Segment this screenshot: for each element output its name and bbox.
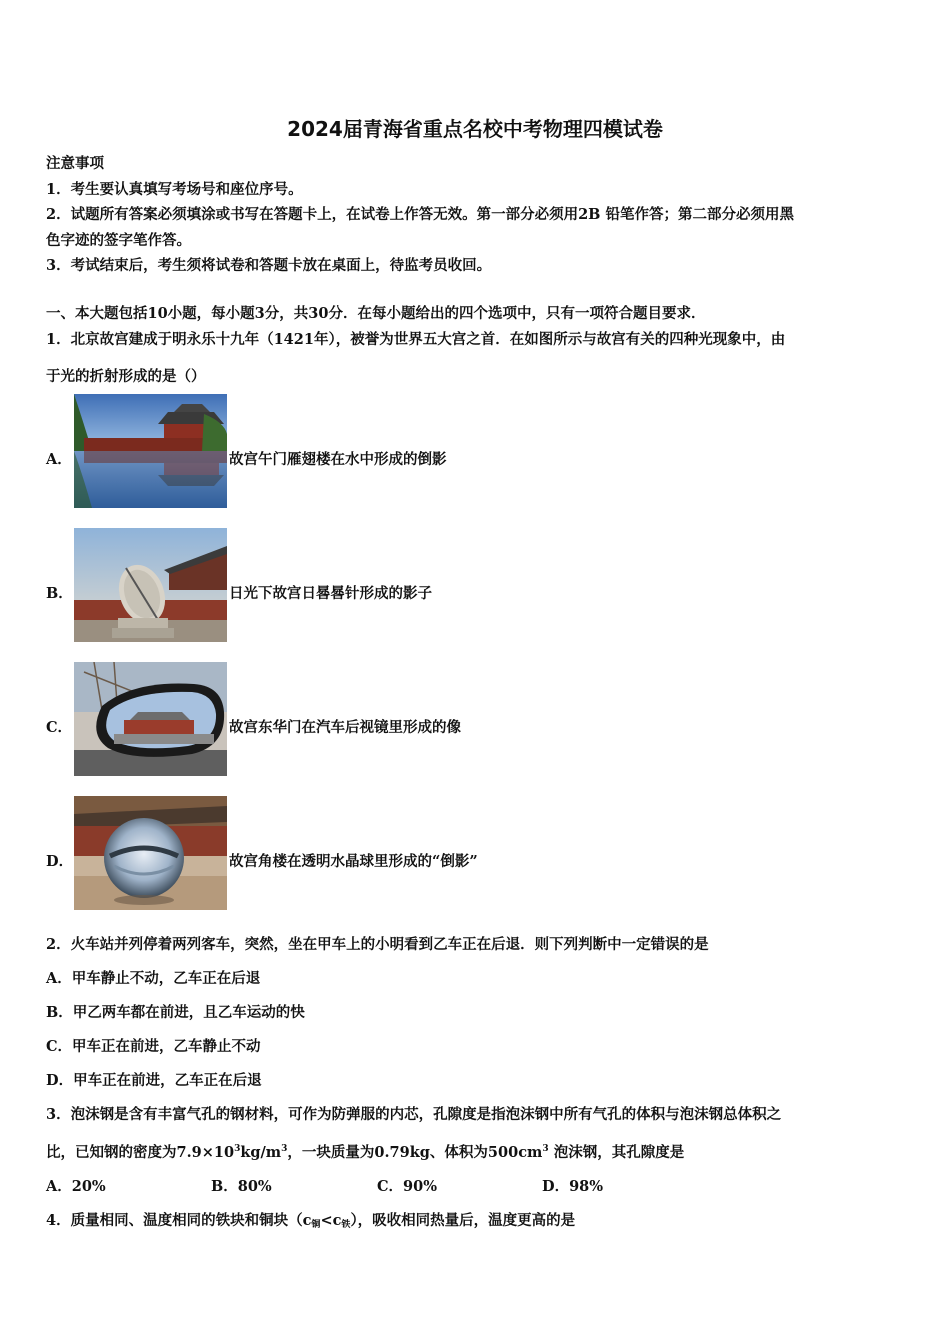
q1-option-d-text: 故宫角楼在透明水晶球里形成的“倒影” xyxy=(229,853,478,870)
q1-option-a-text: 故宫午门雁翅楼在水中形成的倒影 xyxy=(229,451,447,468)
notice-heading: 注意事项 xyxy=(46,155,104,172)
q3-stem-line1: 3．泡沫钢是含有丰富气孔的钢材料，可作为防弹服的内芯，孔隙度是指泡沫钢中所有气孔的体积与泡沫钢总体积之 xyxy=(46,1106,782,1123)
q2-option-c: C．甲车正在前进，乙车静止不动 xyxy=(46,1038,261,1055)
q1-option-a-letter: A． xyxy=(46,451,72,468)
q3-option-b: B．80% xyxy=(211,1178,272,1195)
q2-option-d: D．甲车正在前进，乙车正在后退 xyxy=(46,1072,262,1089)
q1-option-b-letter: B． xyxy=(46,585,73,602)
image-a-wumen-reflection xyxy=(74,394,227,508)
q4-stem: 4．质量相同、温度相同的铁块和铜块$(c_铜<c_铁)$，吸收相同热量后，温度更高的是 xyxy=(46,1212,576,1230)
notice-item-1: 1．考生要认真填写考场号和座位序号。 xyxy=(46,181,303,198)
q1-option-c-letter: C． xyxy=(46,719,73,736)
q2-stem: 2．火车站并列停着两列客车，突然，坐在甲车上的小明看到乙车正在后退．则下列判断中一定错误的是 xyxy=(46,936,709,953)
image-c-rearview-mirror xyxy=(74,662,227,776)
image-b-sundial xyxy=(74,528,227,642)
q2-option-a: A．甲车静止不动，乙车正在后退 xyxy=(46,970,261,987)
page-title: 2024届青海省重点名校中考物理四模试卷 xyxy=(287,117,663,141)
q1-option-d-letter: D． xyxy=(46,853,74,870)
notice-item-3: 3．考试结束后，考生须将试卷和答题卡放在桌面上，待监考员收回。 xyxy=(46,257,492,274)
q3-stem-line2: 比，已知钢的密度为$7.9\times 10^3kg/m^3$，一块质量为0.79kg、体积为$500cm^3$ 泡沫钢，其孔隙度是 xyxy=(46,1144,685,1161)
q1-stem-line1: 1．北京故宫建成于明永乐十九年（1421年），被誉为世界五大宫之首．在如图所示与故宫有关的四种光现象中，由 xyxy=(46,331,786,348)
notice-item-2: 2．试题所有答案必须填涂或书写在答题卡上，在试卷上作答无效。第一部分必须用2B 铅笔作答；第二部分必须用黑 xyxy=(46,206,794,223)
q2-option-b: B．甲乙两车都在前进，且乙车运动的快 xyxy=(46,1004,305,1021)
notice-item-2-cont: 色字迹的签字笔作答。 xyxy=(46,232,191,249)
q1-option-b-text: 日光下故宫日晷晷针形成的影子 xyxy=(229,585,432,602)
q1-stem-line2: 于光的折射形成的是（） xyxy=(46,368,206,385)
section-heading: 一、本大题包括10小题，每小题3分，共30分．在每小题给出的四个选项中，只有一项符合题目要求． xyxy=(46,305,706,322)
q1-option-c-text: 故宫东华门在汽车后视镜里形成的像 xyxy=(229,719,461,736)
q3-option-d: D．98% xyxy=(542,1178,604,1195)
q3-option-a: A．20% xyxy=(46,1178,106,1195)
q3-option-c: C．90% xyxy=(377,1178,437,1195)
image-d-crystal-ball xyxy=(74,796,227,910)
